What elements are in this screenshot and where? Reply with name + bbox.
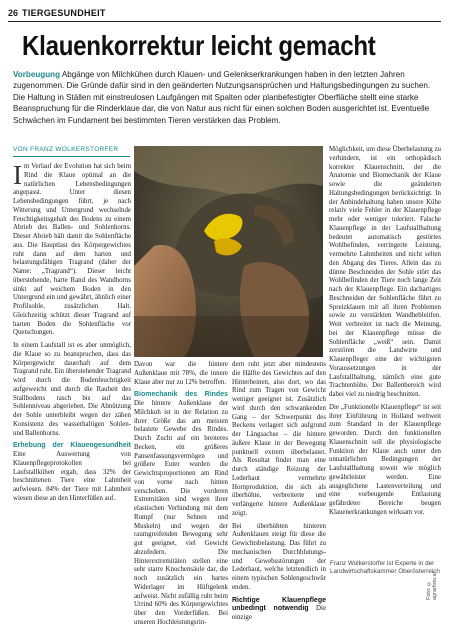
hoof-photo-image bbox=[134, 146, 323, 357]
text-column-3 bbox=[232, 361, 326, 627]
text-column-4 bbox=[329, 146, 441, 522]
subheading: Biomechanik des Rindes bbox=[134, 391, 228, 399]
byline: VON FRANZ WOLKERSTORFER bbox=[13, 146, 119, 153]
paragraph: Möglichkeit, um diese Überbelastung zu verhindern, ist ein orthopädisch korrekter Klauenschnitt, der die Anatomie und Biomechanik der Klaue sowie die geänderten Haltungsbedingungen berücksichtigt. In der Anbindehaltung haben unsere Kühe relativ viele Fehler in der Klauenpflege mehr oder weniger toleriert. Falsche Klauenpflege in der Laufstallhaltung bedeutet automatisch gestörtes Wohlbefinden, verringerte Leistung, vermehrte Lahmheiten und nicht selten den Abgang des Tieres. Allein das zu dünne Beschneiden der Sohle stört das Wohlbefinden der Tiere noch lange Zeit nach der Klauenpflege. Ein dachartiges Beschneiden der Sohlenfläche führt zu Spreizklauen mit all ihren Problemen sowie zu verstärkten Wandhebleitfen. Weit verbreitet ist nach die Meinung, bei der Klauenpflege müsse die Sohlenfläche „weiß“ sein. Damit zerstören die Landwirte und Klauenpfleger eine der wichtigsten Voraussetzungen in der Laufstallhaltung, nämlich eine gute Trachtenhöhe. Der Ballenbereich wird dabei viel zu niedrig beschnitten. bbox=[329, 146, 441, 398]
paragraph: Richtige Klauenpflege unbedingt notwendig Die einzige bbox=[232, 596, 326, 621]
hoof-photo bbox=[134, 146, 323, 357]
byline-rule bbox=[13, 156, 130, 157]
section-label: TIERGESUNDHEIT bbox=[22, 8, 106, 18]
paragraph: Die „Funktionelle Klauenpflege“ ist seit ihrer Einführung in Holland weltweit zum Standard in der Klauenpflege geworden. Durch den funktionellen Klauenschnitt soll die physiologische Funktion der Klaue auch unter den unnatürlichen Bedingungen der Laufstallhaltung soweit wie möglich gewährleistet werden. Eine ausgeglichene Lastenverteilung und eine vorbeugende Entlastung gefährdeter Bereiche beugen Klauenerkrankungen wirksam vor. bbox=[329, 403, 441, 516]
subheading: Erhebung der Klauengesundheit bbox=[13, 442, 131, 450]
paragraph: Im Verlauf der Evolution hat sich beim Rind die Klaue optimal an die natürlichen Lebensbedingungen angepasst. Unter diesen Lebensbedingungen führt, je nach Witterung und Untergrund wechselnde Feuchtigkeitsgehalt des Bodens zu einem Abrieb des Ballen- und Sohlenhorns. Dieser Abrieb hält damit die Sohlenfläche aus. Die Hauptlast des Körpergewichtes ruht dann auf dem harten und belastungsfähigen Tragrand (daher der Name: „Tragrand“). Dieser leicht überstehende, harte Rand des Wandhorns sinkt auf weichem Boden in den Untergrund ein und gewährt, ähnlich einer Profilsohle, zusätzlichen Halt. Gleichzeitig schützt dieser Tragrand auf harten Boden die Sohlenfläche vor Quetschungen. bbox=[13, 160, 131, 337]
text-column-1 bbox=[13, 160, 131, 508]
article-title: Klauenkorrektur leicht gemacht bbox=[22, 30, 376, 61]
paragraph: Davon war die hintere Außenklaue mit 78%, die innere Klaue aber nur zu 12% betroffen. bbox=[134, 361, 228, 386]
drop-cap: I bbox=[13, 160, 22, 190]
lead-text: Abgänge von Milchkühen durch Klauen- und Gelenkserkrankungen haben in den letzten Jahren zugenommen. Die Gründe dafür sind in den geänderten Nutzungsansprüchen und Haltungsbedingungen zu suchen. Die Haltung in Ställen mit einstreulosen Laufgängen mit Spalten oder planbefestigter Oberfläche stellt eine starke Beanspruchung für die Rinderklaue dar, die von Natur aus nicht für einen solchen Boden ausgerichtet ist. Eventuelle Schwächen im Fundament bei bestimmten Tieren verstärken das Problem. bbox=[13, 70, 431, 125]
paragraph: Bei überhöhten hinteren Außenklauen steigt für diese die Gewichtsbelastung. Das führt zu mechanischen Durchblutungs- und Gewebsstörungen der Lederhaut, welche letztendlich in einem typischen Sohlengeschwür enden. bbox=[232, 522, 326, 591]
photo-credit: Foto: © agrarfoto.at bbox=[426, 571, 438, 600]
page-number: 26 bbox=[8, 8, 19, 18]
page-header bbox=[8, 6, 106, 20]
lead-label: Vorbeugung bbox=[13, 70, 61, 79]
subheading: Richtige Klauenpflege unbedingt notwendig bbox=[232, 596, 326, 613]
paragraph: In einem Laufstall ist es aber unmöglich, die Klaue so zu beanspruchen, dass das Körpergewicht dauerhaft auf dem Tragrand ruht. Ein überstehender Tragrand wird durch die Bodenfeuchtigkeit aufgeweicht und durch die Rauheit des Stallbodens rasch bis auf das Sohlenniveau abgerieben. Die Abnützung der Sohle unterbleibt wegen der zähen Konsistenz des wasserhaltigen Sohlen- und Ballenhorns. bbox=[13, 342, 131, 437]
text-column-2 bbox=[134, 361, 228, 632]
paragraph: Erhebung der Klauengesundheit Eine Auswertung von Klauenpflegeprotokollen bei Laufstallkühen ergab, dass 32% der beschnittenen Tiere eine Lahmheit aufwiesen. 84% der Tiere mit Lahmheit wiesen diese an den Hinterfüßen auf. bbox=[13, 442, 131, 502]
article-lead bbox=[13, 69, 437, 126]
author-caption: Franz Wolkerstorfer ist Experte in der Landwirtschaftskammer Oberösterreich bbox=[330, 560, 440, 575]
paragraph: dern ruht jetzt aber mindestens die Hälfte des Gewichtes auf den Hinterbeinen, also dort, wo das Rind zum Tragen von Gewicht weniger geeignet ist. Zusätzlich wird durch den schwankenden Gang – der Schwerpunkt des Beckens verlagert sich aufgrund der Längsachse – die hintere äußere Klaue in der Bewegung punktuell extrem überbelastet. Als Resultat findet man eine durch ständige Reizung der Lederhaut vermehrte Hornproduktion, die sich als überhöhte, verbreiterte und verlängerte hintere Außenklaue zeigt. bbox=[232, 361, 326, 517]
header-rule bbox=[8, 21, 441, 22]
paragraph: Biomechanik des Rindes Die hintere Außenklaue der Milchkuh ist in der Relation zu ihrer Größe das am meisten belastete Gewebe des Rindes. Durch Zucht auf ein breiteres Becken, ein größeres Pansenfassungsvermögen und größere Euter wurden die Gewichtsproportionen am Rind von vorne nach hinten verschoben. Die vorderen Extremitäten sind wegen ihrer elastischen Verbindung mit dem Rumpf (nur Sehnen und Muskeln) und wegen der raumgreifenden Bewegung sehr gut geeignet, viel Gewicht abzufedern. Die Hinterextremitäten stellen eine sehr starre Knochensäule dar, die noch zusätzlich ein hartes Widerlager im Hüftgelenk aufweist. Nicht zufällig ruht beim Urrind 60% des Körpergewichtes über den Vorderfüßen. Bei unseren Hochleistungsrin- bbox=[134, 391, 228, 626]
